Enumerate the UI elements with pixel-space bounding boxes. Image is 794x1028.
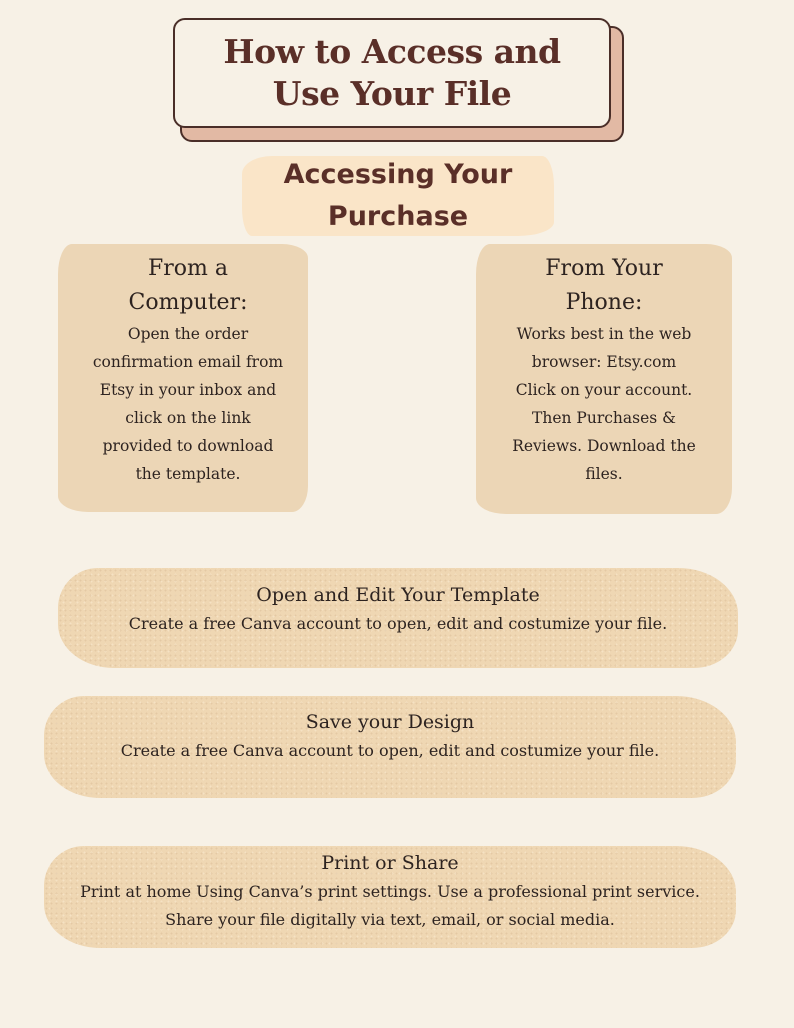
computer-card-line: Open the order bbox=[127, 325, 249, 343]
computer-card-line: confirmation email from bbox=[92, 353, 284, 371]
phone-card-line: Works best in the web bbox=[516, 325, 692, 343]
phone-card-line: Click on your account. bbox=[515, 381, 693, 399]
step-band-save bbox=[44, 707, 736, 765]
subheader-line-1: Accessing Your bbox=[283, 159, 513, 190]
page-title-line-2: Use Your File bbox=[272, 74, 512, 113]
computer-card-line: Etsy in your inbox and bbox=[99, 381, 277, 399]
phone-card-line: Reviews. Download the bbox=[512, 437, 696, 455]
computer-card-line: provided to download bbox=[102, 437, 274, 455]
phone-card bbox=[476, 252, 732, 488]
phone-card-heading-1: From Your bbox=[545, 256, 663, 281]
subheader bbox=[242, 156, 554, 236]
computer-card-line: the template. bbox=[135, 465, 241, 483]
computer-card-line: click on the link bbox=[125, 409, 251, 427]
phone-card-line: files. bbox=[585, 465, 623, 483]
phone-card-line: Then Purchases & bbox=[532, 409, 676, 427]
step-band-open-edit bbox=[58, 580, 738, 638]
subheader-line-2: Purchase bbox=[327, 201, 469, 232]
title-box bbox=[173, 18, 611, 128]
step-text: Create a free Canva account to open, edit and costumize your file. bbox=[120, 741, 660, 760]
step-title: Save your Design bbox=[305, 711, 475, 733]
phone-card-line: browser: Etsy.com bbox=[531, 353, 677, 371]
step-title: Open and Edit Your Template bbox=[256, 584, 540, 606]
step-band-print-share bbox=[44, 848, 736, 934]
step-text: Share your file digitally via text, email, or social media. bbox=[165, 910, 615, 929]
computer-card bbox=[58, 252, 318, 488]
page-title-line-1: How to Access and bbox=[223, 32, 561, 71]
phone-card-heading-2: Phone: bbox=[565, 290, 643, 315]
computer-card-heading-1: From a bbox=[148, 256, 228, 281]
computer-card-heading-2: Computer: bbox=[128, 290, 248, 315]
step-title: Print or Share bbox=[321, 852, 459, 874]
step-text: Print at home Using Canva’s print settings. Use a professional print service. bbox=[80, 882, 700, 901]
step-text: Create a free Canva account to open, edit and costumize your file. bbox=[128, 614, 668, 633]
